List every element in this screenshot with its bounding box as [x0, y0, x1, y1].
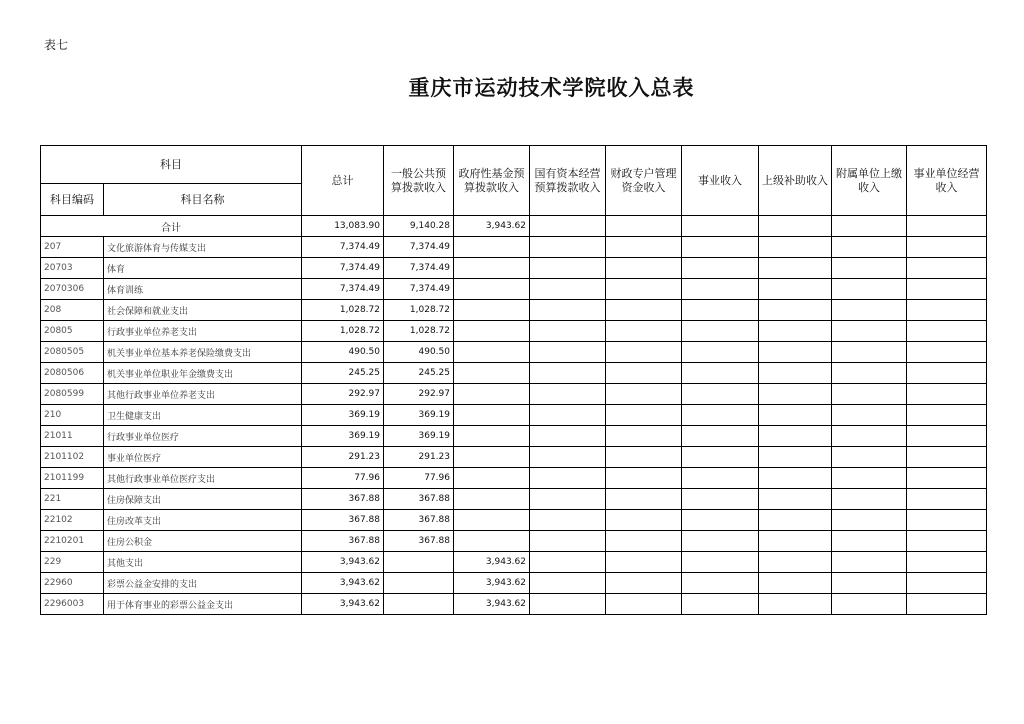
total-value: 9,140.28 — [384, 216, 454, 237]
value-cell — [454, 489, 530, 510]
value-cell — [606, 552, 682, 573]
value-cell — [907, 384, 987, 405]
value-cell: 7,374.49 — [384, 237, 454, 258]
value-cell: 7,374.49 — [302, 258, 384, 279]
value-cell — [606, 468, 682, 489]
value-cell — [832, 552, 907, 573]
subject-name-cell: 行政事业单位医疗 — [104, 426, 302, 447]
table-row — [41, 510, 987, 531]
table-row — [41, 405, 987, 426]
header-col-general-budget: 一般公共预算拨款收入 — [384, 146, 454, 216]
value-cell — [682, 426, 759, 447]
value-cell — [832, 279, 907, 300]
value-cell — [907, 552, 987, 573]
income-summary-table — [40, 145, 987, 615]
total-value: 3,943.62 — [454, 216, 530, 237]
value-cell — [832, 300, 907, 321]
value-cell — [759, 342, 832, 363]
subject-name-cell: 住房公积金 — [104, 531, 302, 552]
value-cell — [832, 237, 907, 258]
subject-code-cell: 22102 — [41, 510, 104, 531]
value-cell — [832, 594, 907, 615]
value-cell — [832, 258, 907, 279]
value-cell — [530, 489, 606, 510]
value-cell — [530, 258, 606, 279]
value-cell — [682, 258, 759, 279]
subject-code-cell: 210 — [41, 405, 104, 426]
value-cell — [606, 237, 682, 258]
value-cell — [759, 384, 832, 405]
total-value — [907, 216, 987, 237]
value-cell: 369.19 — [302, 405, 384, 426]
value-cell — [832, 531, 907, 552]
value-cell — [907, 594, 987, 615]
value-cell — [759, 321, 832, 342]
value-cell: 369.19 — [384, 405, 454, 426]
value-cell — [759, 237, 832, 258]
value-cell: 7,374.49 — [302, 279, 384, 300]
value-cell — [759, 468, 832, 489]
value-cell — [907, 237, 987, 258]
subject-name-cell: 其他支出 — [104, 552, 302, 573]
value-cell — [759, 363, 832, 384]
value-cell — [907, 321, 987, 342]
value-cell: 3,943.62 — [454, 573, 530, 594]
value-cell — [682, 342, 759, 363]
value-cell — [759, 531, 832, 552]
value-cell — [530, 321, 606, 342]
value-cell — [832, 426, 907, 447]
subject-code-cell: 208 — [41, 300, 104, 321]
value-cell — [606, 426, 682, 447]
value-cell — [454, 237, 530, 258]
value-cell — [530, 279, 606, 300]
value-cell: 3,943.62 — [454, 594, 530, 615]
table-row — [41, 258, 987, 279]
value-cell — [454, 405, 530, 426]
value-cell: 1,028.72 — [302, 321, 384, 342]
value-cell — [759, 279, 832, 300]
total-label: 合计 — [41, 216, 302, 237]
total-value — [759, 216, 832, 237]
table-row — [41, 384, 987, 405]
value-cell: 367.88 — [302, 510, 384, 531]
value-cell: 291.23 — [384, 447, 454, 468]
value-cell — [606, 405, 682, 426]
table-row — [41, 300, 987, 321]
value-cell: 3,943.62 — [302, 552, 384, 573]
value-cell: 1,028.72 — [384, 300, 454, 321]
table-label: 表七 — [44, 38, 69, 52]
subject-code-cell: 2080505 — [41, 342, 104, 363]
subject-name-cell: 文化旅游体育与传媒支出 — [104, 237, 302, 258]
value-cell — [606, 258, 682, 279]
value-cell — [682, 237, 759, 258]
value-cell — [530, 510, 606, 531]
value-cell: 490.50 — [302, 342, 384, 363]
table-row — [41, 321, 987, 342]
subject-code-cell: 20805 — [41, 321, 104, 342]
value-cell: 292.97 — [302, 384, 384, 405]
value-cell: 3,943.62 — [302, 573, 384, 594]
value-cell — [682, 531, 759, 552]
value-cell: 367.88 — [384, 489, 454, 510]
value-cell — [530, 384, 606, 405]
subject-code-cell: 2080599 — [41, 384, 104, 405]
value-cell — [759, 426, 832, 447]
value-cell — [606, 594, 682, 615]
header-col-gov-fund: 政府性基金预算拨款收入 — [454, 146, 530, 216]
value-cell — [832, 342, 907, 363]
value-cell — [907, 489, 987, 510]
value-cell — [606, 363, 682, 384]
value-cell — [530, 300, 606, 321]
value-cell — [907, 342, 987, 363]
value-cell — [384, 573, 454, 594]
value-cell — [454, 363, 530, 384]
value-cell: 369.19 — [384, 426, 454, 447]
value-cell — [682, 363, 759, 384]
value-cell — [759, 489, 832, 510]
value-cell — [454, 342, 530, 363]
value-cell — [606, 531, 682, 552]
value-cell — [682, 468, 759, 489]
total-value — [682, 216, 759, 237]
table-row — [41, 489, 987, 510]
value-cell: 77.96 — [302, 468, 384, 489]
value-cell — [530, 594, 606, 615]
subject-code-cell: 22960 — [41, 573, 104, 594]
value-cell: 7,374.49 — [302, 237, 384, 258]
value-cell — [907, 279, 987, 300]
value-cell: 3,943.62 — [454, 552, 530, 573]
value-cell — [530, 531, 606, 552]
table-row — [41, 426, 987, 447]
value-cell: 367.88 — [384, 531, 454, 552]
table-row — [41, 342, 987, 363]
value-cell: 367.88 — [302, 489, 384, 510]
header-subject: 科目 — [41, 146, 302, 184]
table-row — [41, 552, 987, 573]
value-cell: 245.25 — [302, 363, 384, 384]
value-cell — [606, 573, 682, 594]
value-cell — [907, 447, 987, 468]
value-cell — [682, 300, 759, 321]
value-cell: 3,943.62 — [302, 594, 384, 615]
value-cell — [832, 573, 907, 594]
subject-name-cell: 用于体育事业的彩票公益金支出 — [104, 594, 302, 615]
value-cell — [454, 447, 530, 468]
header-col-total: 总计 — [302, 146, 384, 216]
value-cell: 291.23 — [302, 447, 384, 468]
header-col-superior-subsidy: 上级补助收入 — [759, 146, 832, 216]
subject-code-cell: 2101102 — [41, 447, 104, 468]
value-cell — [454, 468, 530, 489]
value-cell — [606, 342, 682, 363]
value-cell — [606, 510, 682, 531]
value-cell — [832, 489, 907, 510]
header-subject-code: 科目编码 — [41, 184, 104, 216]
header-col-affiliate-remit: 附属单位上缴收入 — [832, 146, 907, 216]
value-cell — [454, 384, 530, 405]
total-value: 13,083.90 — [302, 216, 384, 237]
value-cell — [832, 363, 907, 384]
header-col-operating-income: 事业单位经营收入 — [907, 146, 987, 216]
value-cell — [907, 363, 987, 384]
value-cell — [454, 279, 530, 300]
total-value — [832, 216, 907, 237]
value-cell — [606, 384, 682, 405]
value-cell: 1,028.72 — [384, 321, 454, 342]
value-cell — [907, 426, 987, 447]
table-row — [41, 573, 987, 594]
value-cell — [907, 300, 987, 321]
value-cell: 245.25 — [384, 363, 454, 384]
value-cell — [454, 510, 530, 531]
value-cell — [384, 594, 454, 615]
value-cell — [682, 489, 759, 510]
value-cell — [606, 489, 682, 510]
value-cell — [759, 552, 832, 573]
value-cell — [682, 321, 759, 342]
subject-name-cell: 机关事业单位职业年金缴费支出 — [104, 363, 302, 384]
subject-name-cell: 机关事业单位基本养老保险缴费支出 — [104, 342, 302, 363]
header-subject-name: 科目名称 — [104, 184, 302, 216]
value-cell: 369.19 — [302, 426, 384, 447]
value-cell — [682, 510, 759, 531]
value-cell — [606, 279, 682, 300]
value-cell — [454, 258, 530, 279]
value-cell: 490.50 — [384, 342, 454, 363]
value-cell — [832, 447, 907, 468]
table-row — [41, 279, 987, 300]
total-value — [606, 216, 682, 237]
value-cell — [832, 384, 907, 405]
subject-name-cell: 住房改革支出 — [104, 510, 302, 531]
subject-name-cell: 卫生健康支出 — [104, 405, 302, 426]
value-cell — [682, 447, 759, 468]
value-cell — [454, 300, 530, 321]
table-row — [41, 594, 987, 615]
value-cell: 7,374.49 — [384, 258, 454, 279]
subject-name-cell: 其他行政事业单位医疗支出 — [104, 468, 302, 489]
subject-code-cell: 2210201 — [41, 531, 104, 552]
subject-name-cell: 住房保障支出 — [104, 489, 302, 510]
total-value — [530, 216, 606, 237]
value-cell — [606, 321, 682, 342]
value-cell: 77.96 — [384, 468, 454, 489]
value-cell — [682, 405, 759, 426]
value-cell — [530, 468, 606, 489]
value-cell — [832, 321, 907, 342]
table-row — [41, 363, 987, 384]
value-cell — [530, 342, 606, 363]
subject-code-cell: 21011 — [41, 426, 104, 447]
value-cell — [384, 552, 454, 573]
value-cell — [759, 405, 832, 426]
value-cell — [530, 573, 606, 594]
value-cell — [682, 552, 759, 573]
value-cell — [606, 300, 682, 321]
value-cell — [907, 405, 987, 426]
value-cell — [454, 426, 530, 447]
value-cell — [759, 447, 832, 468]
subject-name-cell: 体育训练 — [104, 279, 302, 300]
value-cell — [907, 531, 987, 552]
value-cell: 367.88 — [384, 510, 454, 531]
subject-name-cell: 体育 — [104, 258, 302, 279]
value-cell: 292.97 — [384, 384, 454, 405]
subject-name-cell: 彩票公益金安排的支出 — [104, 573, 302, 594]
total-row — [41, 216, 987, 237]
value-cell — [530, 363, 606, 384]
value-cell — [759, 300, 832, 321]
value-cell: 7,374.49 — [384, 279, 454, 300]
header-col-state-capital: 国有资本经营预算拨款收入 — [530, 146, 606, 216]
value-cell — [530, 426, 606, 447]
value-cell — [530, 552, 606, 573]
value-cell — [907, 510, 987, 531]
subject-code-cell: 2101199 — [41, 468, 104, 489]
page-title: 重庆市运动技术学院收入总表 — [408, 75, 695, 100]
value-cell — [682, 384, 759, 405]
value-cell — [530, 405, 606, 426]
subject-code-cell: 2296003 — [41, 594, 104, 615]
value-cell: 367.88 — [302, 531, 384, 552]
subject-code-cell: 2070306 — [41, 279, 104, 300]
value-cell — [454, 531, 530, 552]
value-cell — [682, 573, 759, 594]
table-row — [41, 531, 987, 552]
header-col-business-income: 事业收入 — [682, 146, 759, 216]
value-cell — [759, 573, 832, 594]
subject-code-cell: 2080506 — [41, 363, 104, 384]
subject-name-cell: 社会保障和就业支出 — [104, 300, 302, 321]
subject-code-cell: 207 — [41, 237, 104, 258]
value-cell — [682, 279, 759, 300]
value-cell — [454, 321, 530, 342]
subject-name-cell: 事业单位医疗 — [104, 447, 302, 468]
value-cell — [530, 447, 606, 468]
value-cell — [832, 468, 907, 489]
subject-name-cell: 行政事业单位养老支出 — [104, 321, 302, 342]
value-cell — [759, 594, 832, 615]
value-cell — [759, 258, 832, 279]
subject-name-cell: 其他行政事业单位养老支出 — [104, 384, 302, 405]
value-cell — [832, 405, 907, 426]
value-cell — [606, 447, 682, 468]
table-row — [41, 447, 987, 468]
table-row — [41, 468, 987, 489]
table-row — [41, 237, 987, 258]
header-col-fiscal-account: 财政专户管理资金收入 — [606, 146, 682, 216]
value-cell — [759, 510, 832, 531]
value-cell — [907, 468, 987, 489]
subject-code-cell: 20703 — [41, 258, 104, 279]
value-cell — [530, 237, 606, 258]
value-cell — [682, 594, 759, 615]
value-cell: 1,028.72 — [302, 300, 384, 321]
value-cell — [907, 573, 987, 594]
subject-code-cell: 221 — [41, 489, 104, 510]
value-cell — [907, 258, 987, 279]
subject-code-cell: 229 — [41, 552, 104, 573]
value-cell — [832, 510, 907, 531]
